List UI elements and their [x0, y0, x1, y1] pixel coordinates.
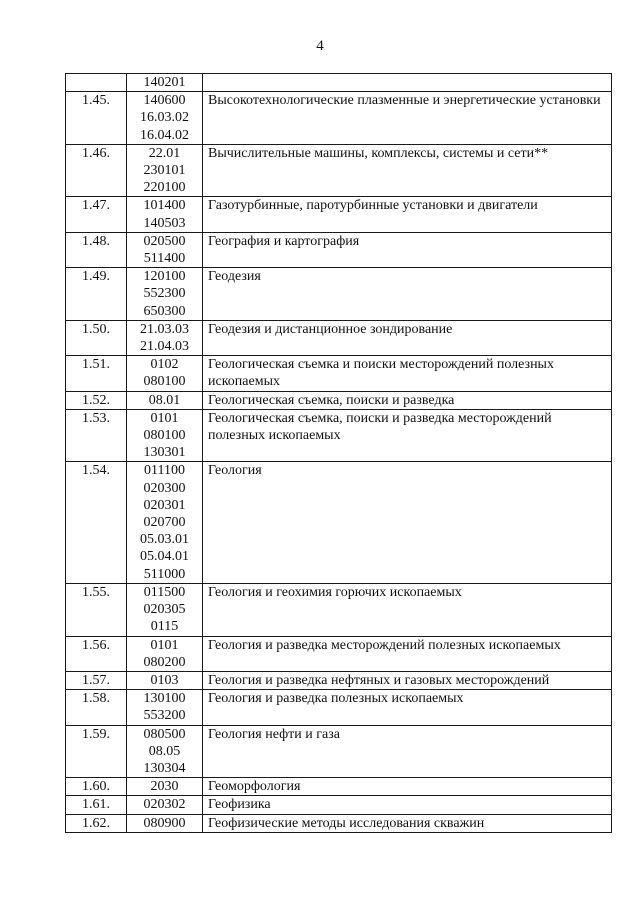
row-number: 1.53.: [66, 409, 127, 462]
specialty-codes: [127, 92, 203, 145]
specialty-name: Геология и разведка полезных ископаемых: [203, 690, 612, 725]
specialty-codes: [127, 671, 203, 689]
table-row: [66, 725, 612, 778]
specialty-codes: [127, 197, 203, 232]
specialty-codes: [127, 320, 203, 355]
specialty-code: 0115: [150, 619, 179, 635]
specialty-codes: [127, 814, 203, 832]
specialty-code: 130100: [143, 691, 186, 707]
specialty-code: 130301: [143, 445, 186, 461]
specialty-code: 080100: [143, 374, 186, 390]
specialty-code: 650300: [143, 303, 186, 319]
specialty-name: Геология нефти и газа: [203, 725, 612, 778]
specialty-code: 080100: [143, 428, 186, 444]
row-number: 1.62.: [66, 814, 127, 832]
specialty-codes: [127, 583, 203, 636]
specialty-name: Геодезия: [203, 268, 612, 321]
specialty-code: 080200: [143, 654, 186, 670]
specialty-codes: [127, 636, 203, 671]
specialty-code: 080500: [143, 726, 186, 742]
specialty-code: 011100: [144, 463, 185, 479]
specialty-code: 140600: [143, 93, 186, 109]
specialty-code: 230101: [143, 163, 186, 179]
specialty-code: 21.04.03: [140, 339, 189, 355]
specialty-name: Геология и разведка месторождений полезных ископаемых: [203, 636, 612, 671]
specialty-code: 020305: [143, 602, 186, 618]
specialty-codes: [127, 409, 203, 462]
row-number: 1.46.: [66, 144, 127, 197]
specialty-name: Геофизические методы исследования скважин: [203, 814, 612, 832]
specialty-name: Газотурбинные, паротурбинные установки и двигатели: [203, 197, 612, 232]
row-number: 1.61.: [66, 796, 127, 814]
row-number: 1.60.: [66, 778, 127, 796]
row-number: 1.54.: [66, 462, 127, 583]
specialty-name: Геология: [203, 462, 612, 583]
row-number: 1.59.: [66, 725, 127, 778]
specialty-code: 16.03.02: [140, 110, 189, 126]
specialty-code: 220100: [143, 180, 186, 196]
specialty-name: Геология и геохимия горючих ископаемых: [203, 583, 612, 636]
table-row: [66, 690, 612, 725]
table-row: [66, 583, 612, 636]
specialty-code: 552300: [143, 286, 186, 302]
row-number: 1.49.: [66, 268, 127, 321]
specialty-code: 020700: [143, 515, 186, 531]
specialty-name: Геоморфология: [203, 778, 612, 796]
specialty-name: Геодезия и дистанционное зондирование: [203, 320, 612, 355]
row-number: 1.50.: [66, 320, 127, 355]
specialty-codes: [127, 690, 203, 725]
specialty-code: 101400: [143, 198, 186, 214]
table-row: [66, 320, 612, 355]
row-number: 1.55.: [66, 583, 127, 636]
table-body: [66, 74, 612, 833]
row-number: 1.48.: [66, 232, 127, 267]
specialty-codes: [127, 356, 203, 391]
specialty-code: 2030: [150, 779, 179, 795]
table-row: [66, 356, 612, 391]
specialty-codes: [127, 778, 203, 796]
specialty-code: 120100: [143, 269, 186, 285]
specialty-code: 140201: [143, 75, 186, 90]
table-row: [66, 409, 612, 462]
table-row: [66, 796, 612, 814]
specialty-codes: [127, 232, 203, 267]
specialty-code: 0101: [150, 410, 179, 426]
specialty-code: 020302: [143, 797, 186, 813]
table-row: [66, 232, 612, 267]
specialty-code: 011500: [143, 584, 186, 600]
specialty-code: 511000: [143, 566, 186, 582]
specialty-code: 511400: [143, 251, 186, 267]
specialty-code: 553200: [143, 708, 186, 724]
specialty-code: 0103: [150, 672, 179, 688]
specialty-name: Геологическая съемка, поиски и разведка месторождений полезных ископаемых: [203, 409, 612, 462]
page-number: 4: [316, 38, 324, 54]
specialty-name: Геология и разведка нефтяных и газовых месторождений: [203, 671, 612, 689]
specialty-codes: [127, 725, 203, 778]
specialty-code: 16.04.02: [140, 127, 189, 143]
specialty-name: Высокотехнологические плазменные и энергетические установки: [203, 92, 612, 145]
row-number: [66, 74, 127, 92]
specialty-code: 080900: [143, 815, 186, 831]
specialty-code: 0102: [150, 357, 179, 373]
table-row: [66, 92, 612, 145]
table-row: [66, 391, 612, 409]
table-row: [66, 74, 612, 92]
table-row: [66, 268, 612, 321]
specialty-code: 020500: [143, 233, 186, 249]
specialty-code: 05.03.01: [140, 532, 189, 548]
specialty-code: 21.03.03: [140, 321, 189, 337]
specialty-codes: [127, 462, 203, 583]
specialty-codes: [127, 391, 203, 409]
specialty-codes-table: [65, 73, 612, 833]
specialty-name: Вычислительные машины, комплексы, системы и сети**: [203, 144, 612, 197]
row-number: 1.52.: [66, 391, 127, 409]
specialty-codes: [127, 268, 203, 321]
specialty-name: География и картография: [203, 232, 612, 267]
table-row: [66, 814, 612, 832]
row-number: 1.45.: [66, 92, 127, 145]
table-row: [66, 462, 612, 583]
table-row: [66, 144, 612, 197]
specialty-code: 0101: [150, 637, 179, 653]
specialty-code: 05.04.01: [140, 549, 189, 565]
table-row: [66, 636, 612, 671]
table-row: [66, 778, 612, 796]
specialty-codes: [127, 144, 203, 197]
specialty-code: 020300: [143, 480, 186, 496]
specialty-code: 020301: [143, 497, 186, 513]
table-row: [66, 671, 612, 689]
specialty-code: 22.01: [148, 145, 181, 161]
row-number: 1.57.: [66, 671, 127, 689]
specialty-name: Геологическая съемка и поиски месторождений полезных ископаемых: [203, 356, 612, 391]
specialty-name: Геофизика: [203, 796, 612, 814]
row-number: 1.56.: [66, 636, 127, 671]
specialty-codes: [127, 74, 203, 92]
table-row: [66, 197, 612, 232]
specialty-codes: [127, 796, 203, 814]
row-number: 1.51.: [66, 356, 127, 391]
specialty-code: 130304: [143, 760, 186, 776]
row-number: 1.58.: [66, 690, 127, 725]
specialty-name: [203, 74, 612, 92]
specialty-code: 140503: [143, 215, 186, 231]
specialty-code: 08.01: [148, 392, 181, 408]
specialty-code: 08.05: [148, 743, 181, 759]
row-number: 1.47.: [66, 197, 127, 232]
specialty-name: Геологическая съемка, поиски и разведка: [203, 391, 612, 409]
